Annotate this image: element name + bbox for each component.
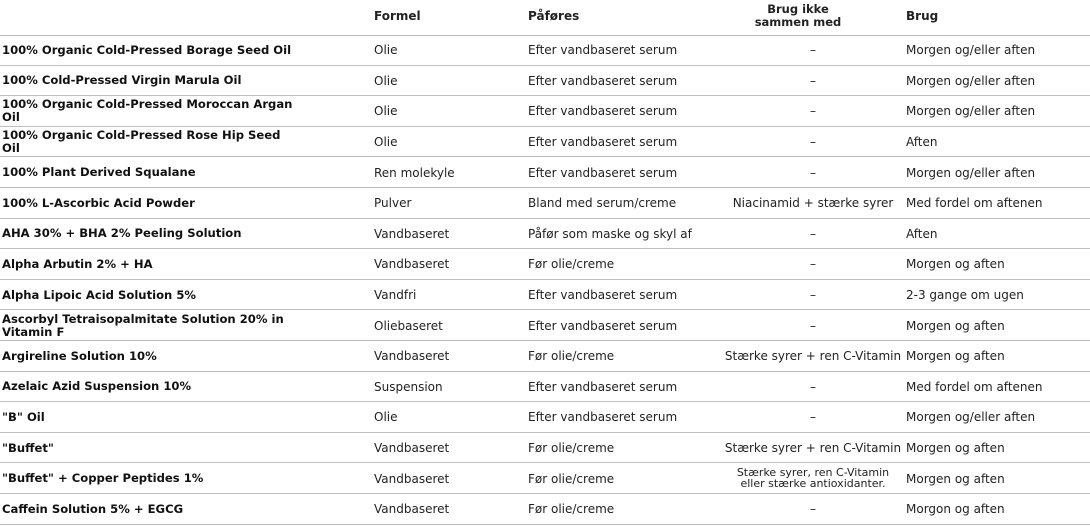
brug-cell: Morgon og aften: [906, 502, 1005, 517]
brug-cell: Morgen og aften: [906, 471, 1005, 486]
formel-cell: Vandbaseret: [374, 441, 450, 456]
brug-cell: Med fordel om aftenen: [906, 196, 1043, 211]
brug-ikke-cell: Stærke syrer, ren C-Vitamin eller stærke antioxidanter.: [736, 466, 890, 490]
table-row: [0, 402, 1090, 433]
formel-cell: Pulver: [374, 196, 412, 211]
table-row: [0, 157, 1090, 188]
product-name-cell: 100% Cold-Pressed Virgin Marula Oil: [2, 73, 242, 88]
pafores-cell: Efter vandbaseret serum: [528, 288, 678, 303]
pafores-cell: Før olie/creme: [528, 502, 615, 517]
table-row: [0, 463, 1090, 494]
product-name-cell: Alpha Lipoic Acid Solution 5%: [2, 287, 197, 302]
brug-ikke-cell: –: [810, 104, 816, 119]
table-row: [0, 127, 1090, 158]
brug-ikke-cell: Stærke syrer + ren C-Vitamin: [724, 349, 902, 364]
product-name-cell: 100% Organic Cold-Pressed Rose Hip Seed Oil: [2, 128, 281, 156]
header-brug-ikke: Brug ikke sammen med: [754, 2, 842, 29]
table-row: [0, 188, 1090, 219]
formel-cell: Vandbaseret: [374, 349, 450, 364]
formel-cell: Vandbaseret: [374, 502, 450, 517]
table-row: [0, 35, 1090, 66]
pafores-cell: Før olie/creme: [528, 471, 615, 486]
header-formel: Formel: [374, 9, 421, 23]
table-row: [0, 341, 1090, 372]
product-name-cell: Alpha Arbutin 2% + HA: [2, 256, 153, 271]
brug-ikke-cell: –: [810, 226, 816, 241]
brug-cell: Morgen og/eller aften: [906, 104, 1036, 119]
product-name-cell: Ascorbyl Tetraisopalmitate Solution 20% in Vitamin F: [2, 311, 284, 339]
table-row: [0, 219, 1090, 250]
formel-cell: Olie: [374, 104, 398, 119]
pafores-cell: Efter vandbaseret serum: [528, 318, 678, 333]
brug-ikke-cell: Stærke syrer + ren C-Vitamin: [724, 441, 902, 456]
pafores-cell: Efter vandbaseret serum: [528, 43, 678, 58]
brug-cell: 2-3 gange om ugen: [906, 288, 1024, 303]
table-row: [0, 433, 1090, 464]
brug-cell: Med fordel om aftenen: [906, 379, 1043, 394]
product-name-cell: "B" Oil: [2, 409, 45, 424]
product-name-cell: Azelaic Azid Suspension 10%: [2, 379, 192, 394]
header-pafores: Påføres: [528, 9, 580, 23]
brug-ikke-cell: –: [810, 410, 816, 425]
header-brug: Brug: [906, 9, 939, 23]
pafores-cell: Før olie/creme: [528, 441, 615, 456]
brug-ikke-cell: –: [810, 73, 816, 88]
brug-cell: Morgen og/eller aften: [906, 410, 1036, 425]
product-name-cell: AHA 30% + BHA 2% Peeling Solution: [2, 226, 242, 241]
product-name-cell: "Buffet" + Copper Peptides 1%: [2, 471, 204, 486]
formel-cell: Vandbaseret: [374, 226, 450, 241]
brug-ikke-cell: –: [810, 288, 816, 303]
formel-cell: Suspension: [374, 379, 443, 394]
brug-cell: Aften: [906, 135, 938, 150]
brug-ikke-cell: –: [810, 379, 816, 394]
product-name-cell: 100% Plant Derived Squalane: [2, 165, 196, 180]
formel-cell: Olie: [374, 135, 398, 150]
table-body: [0, 35, 1090, 525]
product-name-cell: 100% Organic Cold-Pressed Borage Seed Oil: [2, 42, 292, 57]
product-name-cell: Argireline Solution 10%: [2, 348, 157, 363]
brug-ikke-cell: Niacinamid + stærke syrer: [732, 196, 894, 211]
brug-cell: Morgen og/eller aften: [906, 165, 1036, 180]
product-name-cell: "Buffet": [2, 440, 54, 455]
brug-cell: Aften: [906, 226, 938, 241]
formel-cell: Olie: [374, 410, 398, 425]
brug-cell: Morgen og aften: [906, 257, 1005, 272]
pafores-cell: Før olie/creme: [528, 257, 615, 272]
brug-cell: Morgen og/eller aften: [906, 43, 1036, 58]
brug-ikke-cell: –: [810, 165, 816, 180]
table-row: [0, 66, 1090, 97]
pafores-cell: Efter vandbaseret serum: [528, 165, 678, 180]
table-row: [0, 494, 1090, 525]
pafores-cell: Påfør som maske og skyl af: [528, 226, 692, 241]
brug-ikke-cell: –: [810, 135, 816, 150]
formel-cell: Vandfri: [374, 288, 417, 303]
formel-cell: Olie: [374, 73, 398, 88]
formel-cell: Ren molekyle: [374, 165, 455, 180]
formel-cell: Oliebaseret: [374, 318, 443, 333]
brug-cell: Morgen og aften: [906, 318, 1005, 333]
formel-cell: Vandbaseret: [374, 471, 450, 486]
pafores-cell: Efter vandbaseret serum: [528, 73, 678, 88]
brug-cell: Morgen og/eller aften: [906, 73, 1036, 88]
pafores-cell: Efter vandbaseret serum: [528, 104, 678, 119]
table-row: [0, 96, 1090, 127]
brug-ikke-cell: –: [810, 318, 816, 333]
product-name-cell: 100% Organic Cold-Pressed Moroccan Argan Oil: [2, 97, 293, 125]
formel-cell: Vandbaseret: [374, 257, 450, 272]
product-name-cell: 100% L-Ascorbic Acid Powder: [2, 195, 195, 210]
brug-ikke-cell: –: [810, 502, 816, 517]
pafores-cell: Før olie/creme: [528, 349, 615, 364]
brug-cell: Morgen og aften: [906, 349, 1005, 364]
table-row: [0, 280, 1090, 311]
brug-cell: Morgen og aften: [906, 441, 1005, 456]
table-row: [0, 249, 1090, 280]
pafores-cell: Efter vandbaseret serum: [528, 135, 678, 150]
table-row: [0, 310, 1090, 341]
table-row: [0, 372, 1090, 403]
brug-ikke-cell: –: [810, 43, 816, 58]
brug-ikke-cell: –: [810, 257, 816, 272]
product-name-cell: Caffein Solution 5% + EGCG: [2, 501, 184, 516]
formel-cell: Olie: [374, 43, 398, 58]
pafores-cell: Bland med serum/creme: [528, 196, 677, 211]
pafores-cell: Efter vandbaseret serum: [528, 379, 678, 394]
pafores-cell: Efter vandbaseret serum: [528, 410, 678, 425]
